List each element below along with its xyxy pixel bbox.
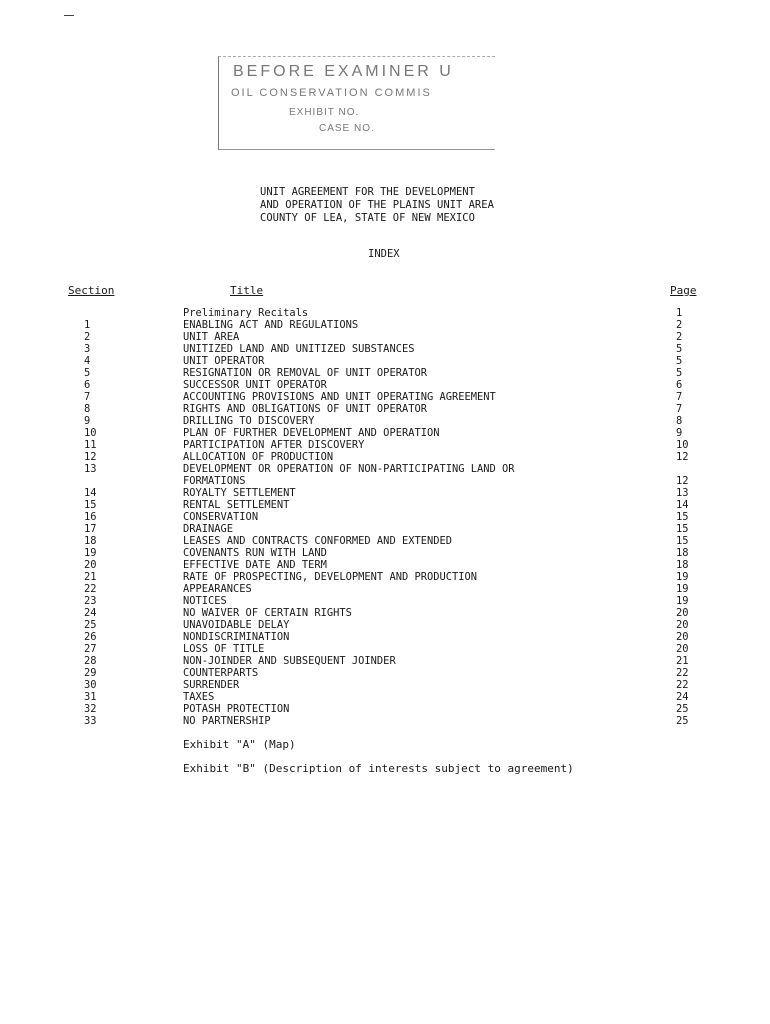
index-row [0, 439, 770, 451]
index-section-cell: 19 [84, 547, 97, 559]
index-section-cell: 9 [84, 415, 91, 427]
index-section-cell: 15 [84, 499, 97, 511]
index-page-cell: 2 [676, 331, 683, 343]
margin-mark [64, 15, 74, 16]
index-page-cell: 2 [676, 319, 683, 331]
index-section-cell: 24 [84, 607, 97, 619]
index-page-cell: 6 [676, 379, 683, 391]
index-section-cell: 18 [84, 535, 97, 547]
index-page-cell: 20 [676, 607, 689, 619]
index-title: INDEX [368, 248, 400, 260]
index-page-cell: 15 [676, 523, 689, 535]
index-section-cell: 13 [84, 463, 97, 475]
index-title-cell: SUCCESSOR UNIT OPERATOR [183, 379, 327, 391]
index-section-cell: 32 [84, 703, 97, 715]
index-title-cell: PLAN OF FURTHER DEVELOPMENT AND OPERATION [183, 427, 440, 439]
index-title-cell: RENTAL SETTLEMENT [183, 499, 290, 511]
index-section-cell: 27 [84, 643, 97, 655]
index-section-cell: 7 [84, 391, 91, 403]
index-section-cell: 8 [84, 403, 91, 415]
index-title-cell: ALLOCATION OF PRODUCTION [183, 451, 334, 463]
index-row [0, 619, 770, 631]
index-title-cell: RIGHTS AND OBLIGATIONS OF UNIT OPERATOR [183, 403, 427, 415]
index-page-cell: 20 [676, 643, 689, 655]
index-section-cell: 23 [84, 595, 97, 607]
title-column-header: Title [230, 284, 264, 297]
heading-line-3: COUNTY OF LEA, STATE OF NEW MEXICO [260, 212, 475, 224]
index-title-cell: UNIT OPERATOR [183, 355, 265, 367]
index-page-cell: 9 [676, 427, 683, 439]
index-row [0, 415, 770, 427]
index-page-cell: 12 [676, 451, 689, 463]
index-page-cell: 19 [676, 595, 689, 607]
index-page-cell: 7 [676, 403, 683, 415]
index-page-cell: 19 [676, 583, 689, 595]
stamp-line-4: CASE NO. [319, 123, 375, 134]
section-column-header: Section [68, 284, 115, 297]
index-title-cell: COUNTERPARTS [183, 667, 259, 679]
index-section-cell: 14 [84, 487, 97, 499]
index-title-cell: COVENANTS RUN WITH LAND [183, 547, 327, 559]
index-section-cell: 4 [84, 355, 91, 367]
index-row [0, 451, 770, 463]
index-row [0, 463, 770, 475]
index-title-cell: FORMATIONS [183, 475, 246, 487]
index-title-cell: DRILLING TO DISCOVERY [183, 415, 315, 427]
index-row [0, 427, 770, 439]
index-row [0, 655, 770, 667]
index-row [0, 355, 770, 367]
index-section-cell: 31 [84, 691, 97, 703]
heading-line-1: UNIT AGREEMENT FOR THE DEVELOPMENT [260, 186, 475, 198]
stamp-line-1: BEFORE EXAMINER U [233, 63, 454, 80]
index-section-cell: 11 [84, 439, 97, 451]
index-page-cell: 1 [676, 307, 683, 319]
index-section-cell: 26 [84, 631, 97, 643]
index-section-cell: 1 [84, 319, 91, 331]
index-row [0, 631, 770, 643]
index-section-cell: 5 [84, 367, 91, 379]
index-row [0, 715, 770, 727]
index-title-cell: Preliminary Recitals [183, 307, 309, 319]
index-row [0, 583, 770, 595]
index-page-cell: 22 [676, 667, 689, 679]
index-row [0, 547, 770, 559]
index-title-cell: UNAVOIDABLE DELAY [183, 619, 290, 631]
index-section-cell: 6 [84, 379, 91, 391]
index-row [0, 487, 770, 499]
index-page-cell: 24 [676, 691, 689, 703]
index-title-cell: EFFECTIVE DATE AND TERM [183, 559, 327, 571]
index-title-cell: UNITIZED LAND AND UNITIZED SUBSTANCES [183, 343, 415, 355]
index-section-cell: 33 [84, 715, 97, 727]
index-row [0, 559, 770, 571]
index-section-cell: 2 [84, 331, 91, 343]
index-row [0, 319, 770, 331]
index-title-cell: RESIGNATION OR REMOVAL OF UNIT OPERATOR [183, 367, 427, 379]
index-row [0, 643, 770, 655]
index-row [0, 703, 770, 715]
index-row [0, 511, 770, 523]
index-title-cell: CONSERVATION [183, 511, 259, 523]
index-page-cell: 19 [676, 571, 689, 583]
index-section-cell: 3 [84, 343, 91, 355]
index-page-cell: 20 [676, 631, 689, 643]
index-row [0, 667, 770, 679]
index-title-cell: NO WAIVER OF CERTAIN RIGHTS [183, 607, 352, 619]
index-row [0, 679, 770, 691]
index-page-cell: 12 [676, 475, 689, 487]
index-section-cell: 17 [84, 523, 97, 535]
index-row [0, 475, 770, 487]
index-title-cell: DEVELOPMENT OR OPERATION OF NON-PARTICIPATING LAND OR [183, 463, 515, 475]
index-page-cell: 8 [676, 415, 683, 427]
index-page-cell: 18 [676, 559, 689, 571]
index-title-cell: NO PARTNERSHIP [183, 715, 271, 727]
exhibit-a: Exhibit "A" (Map) [183, 738, 296, 751]
index-page-cell: 13 [676, 487, 689, 499]
index-title-cell: POTASH PROTECTION [183, 703, 290, 715]
index-table [0, 307, 770, 727]
exhibit-b: Exhibit "B" (Description of interests subject to agreement) [183, 762, 574, 775]
index-page-cell: 15 [676, 511, 689, 523]
index-title-cell: ENABLING ACT AND REGULATIONS [183, 319, 359, 331]
heading-line-2: AND OPERATION OF THE PLAINS UNIT AREA [260, 199, 494, 211]
index-row [0, 523, 770, 535]
index-title-cell: NON-JOINDER AND SUBSEQUENT JOINDER [183, 655, 396, 667]
index-section-cell: 20 [84, 559, 97, 571]
index-row [0, 367, 770, 379]
index-row [0, 571, 770, 583]
index-title-cell: TAXES [183, 691, 215, 703]
index-section-cell: 28 [84, 655, 97, 667]
index-page-cell: 14 [676, 499, 689, 511]
index-row [0, 343, 770, 355]
index-row [0, 535, 770, 547]
index-title-cell: ACCOUNTING PROVISIONS AND UNIT OPERATING AGREEMENT [183, 391, 496, 403]
index-row [0, 391, 770, 403]
index-section-cell: 25 [84, 619, 97, 631]
index-title-cell: LEASES AND CONTRACTS CONFORMED AND EXTENDED [183, 535, 452, 547]
index-title-cell: LOSS OF TITLE [183, 643, 265, 655]
index-row [0, 403, 770, 415]
index-title-cell: NONDISCRIMINATION [183, 631, 290, 643]
index-page-cell: 5 [676, 367, 683, 379]
stamp-line-2: OIL CONSERVATION COMMIS [231, 87, 432, 99]
index-page-cell: 25 [676, 715, 689, 727]
index-page-cell: 25 [676, 703, 689, 715]
index-title-cell: NOTICES [183, 595, 227, 607]
index-section-cell: 29 [84, 667, 97, 679]
index-page-cell: 20 [676, 619, 689, 631]
stamp-line-3: EXHIBIT NO. [289, 107, 360, 118]
index-title-cell: ROYALTY SETTLEMENT [183, 487, 296, 499]
index-row [0, 499, 770, 511]
document-heading [260, 186, 494, 225]
index-title-cell: DRAINAGE [183, 523, 234, 535]
index-row [0, 331, 770, 343]
index-title-cell: SURRENDER [183, 679, 240, 691]
index-row [0, 307, 770, 319]
index-section-cell: 22 [84, 583, 97, 595]
index-page-cell: 5 [676, 355, 683, 367]
index-section-cell: 21 [84, 571, 97, 583]
index-page-cell: 22 [676, 679, 689, 691]
index-page-cell: 18 [676, 547, 689, 559]
index-row [0, 607, 770, 619]
index-section-cell: 30 [84, 679, 97, 691]
index-page-cell: 10 [676, 439, 689, 451]
index-page-cell: 7 [676, 391, 683, 403]
index-title-cell: PARTICIPATION AFTER DISCOVERY [183, 439, 365, 451]
index-row [0, 691, 770, 703]
index-title-cell: UNIT AREA [183, 331, 240, 343]
index-page-cell: 21 [676, 655, 689, 667]
index-page-cell: 5 [676, 343, 683, 355]
examiner-stamp [218, 56, 495, 150]
index-section-cell: 16 [84, 511, 97, 523]
index-page-cell: 15 [676, 535, 689, 547]
index-section-cell: 10 [84, 427, 97, 439]
index-row [0, 595, 770, 607]
index-row [0, 379, 770, 391]
index-title-cell: APPEARANCES [183, 583, 252, 595]
index-title-cell: RATE OF PROSPECTING, DEVELOPMENT AND PRODUCTION [183, 571, 478, 583]
page-column-header: Page [670, 284, 697, 297]
index-section-cell: 12 [84, 451, 97, 463]
